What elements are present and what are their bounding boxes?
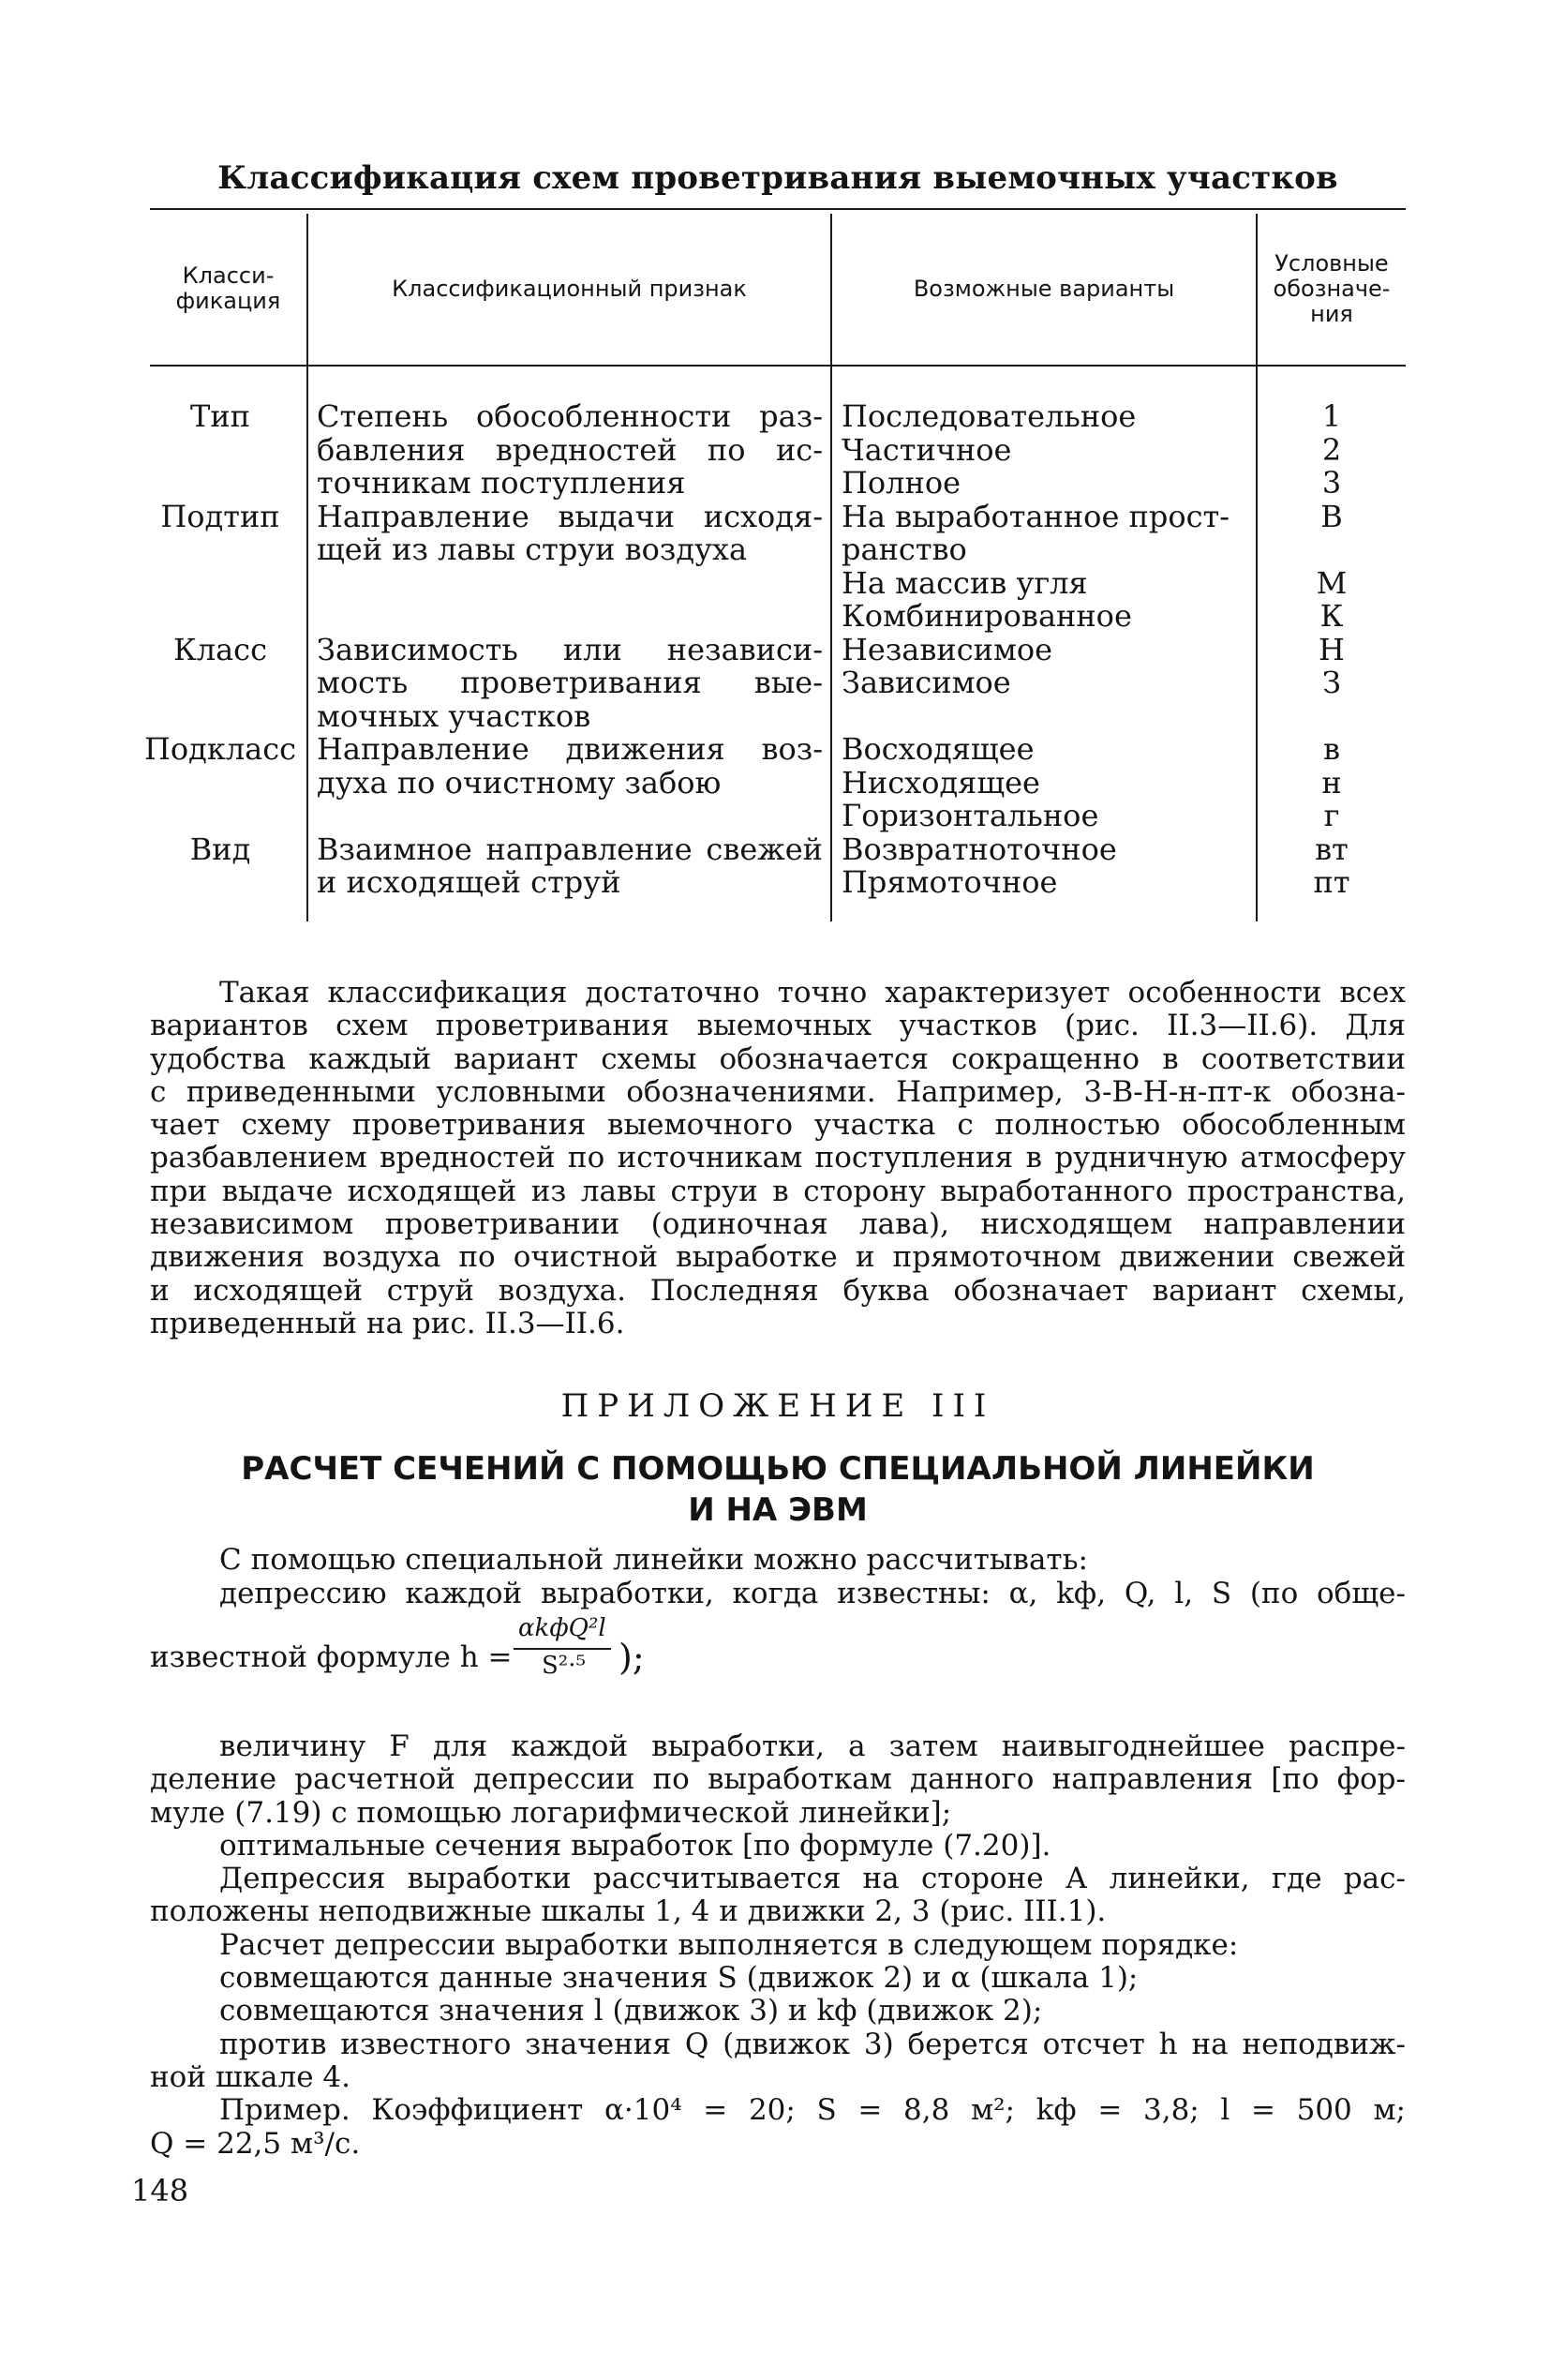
text-line: совмещаются данные значения S (движок 2) и α (шкала 1); — [219, 1961, 1139, 1996]
cell-attribute: мочных участков — [317, 698, 591, 734]
text-line: чает схему проветривания выемочного участка с полностью обособленным — [150, 1108, 1406, 1143]
text-line: величину F для каждой выработки, а затем наивыгоднейшее распре- — [219, 1729, 1406, 1763]
cell-classification: Вид — [189, 831, 251, 867]
cell-symbol: В — [1320, 499, 1343, 534]
cell-symbol: н — [1321, 765, 1342, 801]
appendix-title: РАСЧЕТ СЕЧЕНИЙ С ПОМОЩЬЮ СПЕЦИАЛЬНОЙ ЛИНЕЙКИ И НА ЭВМ — [241, 1450, 1315, 1529]
appendix-label: ПРИЛОЖЕНИЕ III — [560, 1387, 995, 1425]
cell-variant: ранство — [842, 531, 967, 567]
cell-attribute: Взаимное направление свежей — [317, 831, 823, 867]
text-line: Пример. Коэффициент α·10⁴ = 20; S = 8,8 м²; kф = 3,8; l = 500 м; — [219, 2093, 1406, 2128]
cell-symbol: пт — [1313, 864, 1350, 900]
formula-numerator: αkфQ²l — [518, 1614, 606, 1642]
cell-symbol: 3 — [1321, 465, 1342, 501]
text-line: оптимальные сечения выработок [по формуле (7.20)]. — [219, 1828, 1051, 1863]
cell-symbol: З — [1322, 665, 1341, 700]
table-header-rule — [150, 365, 1406, 367]
paragraph-classification-note — [150, 977, 1406, 1340]
cell-attribute: бавления вредностей по ис- — [317, 432, 823, 468]
header-classification: Класси- фикация — [175, 262, 281, 314]
text-line: ной шкале 4. — [150, 2059, 350, 2094]
cell-attribute: и исходящей струй — [317, 864, 621, 900]
table-col-divider-2 — [830, 214, 832, 921]
cell-symbol: 1 — [1321, 398, 1342, 434]
header-attribute: Классификационный признак — [392, 276, 747, 302]
cell-variant: На выработанное прост- — [842, 499, 1230, 534]
text-line: удобства каждый вариант схемы обозначается сокращенно в соответствии — [150, 1041, 1406, 1076]
cell-variant: Независимое — [842, 632, 1053, 667]
cell-variant: Прямоточное — [842, 864, 1058, 900]
cell-attribute: Степень обособленности раз- — [317, 398, 823, 434]
text-line: независимом проветривании (одиночная лава), нисходящем направлении — [150, 1207, 1406, 1242]
cell-symbol: К — [1319, 598, 1344, 634]
cell-variant: Нисходящее — [842, 765, 1040, 801]
cell-variant: На массив угля — [842, 565, 1088, 601]
cell-variant: Последовательное — [842, 398, 1137, 434]
formula-line-1: депрессию каждой выработки, когда известны: α, kф, Q, l, S (по обще- — [219, 1577, 1406, 1610]
cell-symbol: вт — [1315, 831, 1349, 867]
text-line: с приведенными условными обозначениями. Например, 3-В-Н-н-пт-к обозна- — [150, 1074, 1406, 1109]
cell-classification: Подтип — [160, 499, 280, 534]
cell-attribute: точникам поступления — [317, 465, 686, 501]
text-line: Такая классификация достаточно точно характеризует особенности всех — [219, 976, 1406, 1010]
formula-intro: С помощью специальной линейки можно рассчитывать: — [219, 1543, 1088, 1577]
text-line: Депрессия выработки рассчитывается на стороне А линейки, где рас- — [219, 1862, 1406, 1896]
cell-symbol: 2 — [1321, 432, 1342, 468]
cell-attribute: Направление выдачи исходя- — [317, 499, 823, 534]
paragraph-ruler-method — [150, 1730, 1406, 2161]
text-line: положены неподвижные шкалы 1, 4 и движки 2, 3 (рис. III.1). — [150, 1894, 1107, 1929]
table-top-rule — [150, 208, 1406, 210]
cell-variant: Восходящее — [842, 731, 1035, 767]
text-line: Q = 22,5 м³/с. — [150, 2126, 361, 2161]
formula-fraction-bar — [514, 1648, 611, 1650]
cell-symbol: в — [1322, 731, 1340, 767]
cell-attribute: Зависимость или независи- — [317, 632, 823, 667]
cell-attribute: Направление движения воз- — [317, 731, 823, 767]
cell-variant: Возвратноточное — [842, 831, 1117, 867]
formula-line-2-prefix: известной формуле h = — [150, 1640, 513, 1674]
page-number: 148 — [131, 2173, 189, 2208]
cell-variant: Комбинированное — [842, 598, 1132, 634]
text-line: движения воздуха по очистной выработке и прямоточном движении свежей — [150, 1240, 1406, 1275]
cell-variant: Зависимое — [842, 665, 1011, 700]
text-line: муле (7.19) с помощью логарифмической линейки]; — [150, 1795, 952, 1830]
cell-classification: Тип — [190, 398, 250, 434]
text-line: и исходящей струй воздуха. Последняя буква обозначает вариант схемы, — [150, 1273, 1406, 1308]
cell-symbol: г — [1323, 798, 1340, 833]
cell-symbol: Н — [1319, 632, 1345, 667]
text-line: разбавлением вредностей по источникам поступления в рудничную атмосферу — [150, 1141, 1406, 1175]
cell-variant: Полное — [842, 465, 961, 501]
text-line: совмещаются значения l (движок 3) и kф (движок 2); — [219, 1994, 1043, 2028]
formula-line-2-suffix: ); — [619, 1637, 645, 1678]
header-symbols: Условные обозначе- ния — [1273, 250, 1391, 327]
text-line: Расчет депрессии выработки выполняется в следующем порядке: — [219, 1927, 1239, 1962]
table-caption: Классификация схем проветривания выемочных участков — [217, 159, 1338, 197]
cell-attribute: щей из лавы струи воздуха — [317, 531, 748, 567]
formula-denominator: S²·⁵ — [542, 1652, 586, 1680]
cell-variant: Частичное — [842, 432, 1012, 468]
text-line: деление расчетной депрессии по выработкам данного направления [по фор- — [150, 1762, 1406, 1797]
cell-attribute: мость проветривания вые- — [317, 665, 823, 700]
text-line: против известного значения Q (движок 3) берется отсчет h на неподвиж- — [219, 2027, 1406, 2061]
text-line: вариантов схем проветривания выемочных участков (рис. II.3—II.6). Для — [150, 1009, 1406, 1043]
cell-classification: Класс — [172, 632, 267, 667]
cell-classification: Подкласс — [143, 731, 297, 767]
text-line: приведенный на рис. II.3—II.6. — [150, 1306, 625, 1340]
cell-attribute: духа по очистному забою — [317, 765, 722, 801]
header-variants: Возможные варианты — [913, 276, 1175, 302]
cell-variant: Горизонтальное — [842, 798, 1099, 833]
text-line: при выдаче исходящей из лавы струи в сторону выработанного пространства, — [150, 1174, 1406, 1208]
table-col-divider-1 — [306, 214, 308, 921]
cell-symbol: М — [1316, 565, 1348, 601]
